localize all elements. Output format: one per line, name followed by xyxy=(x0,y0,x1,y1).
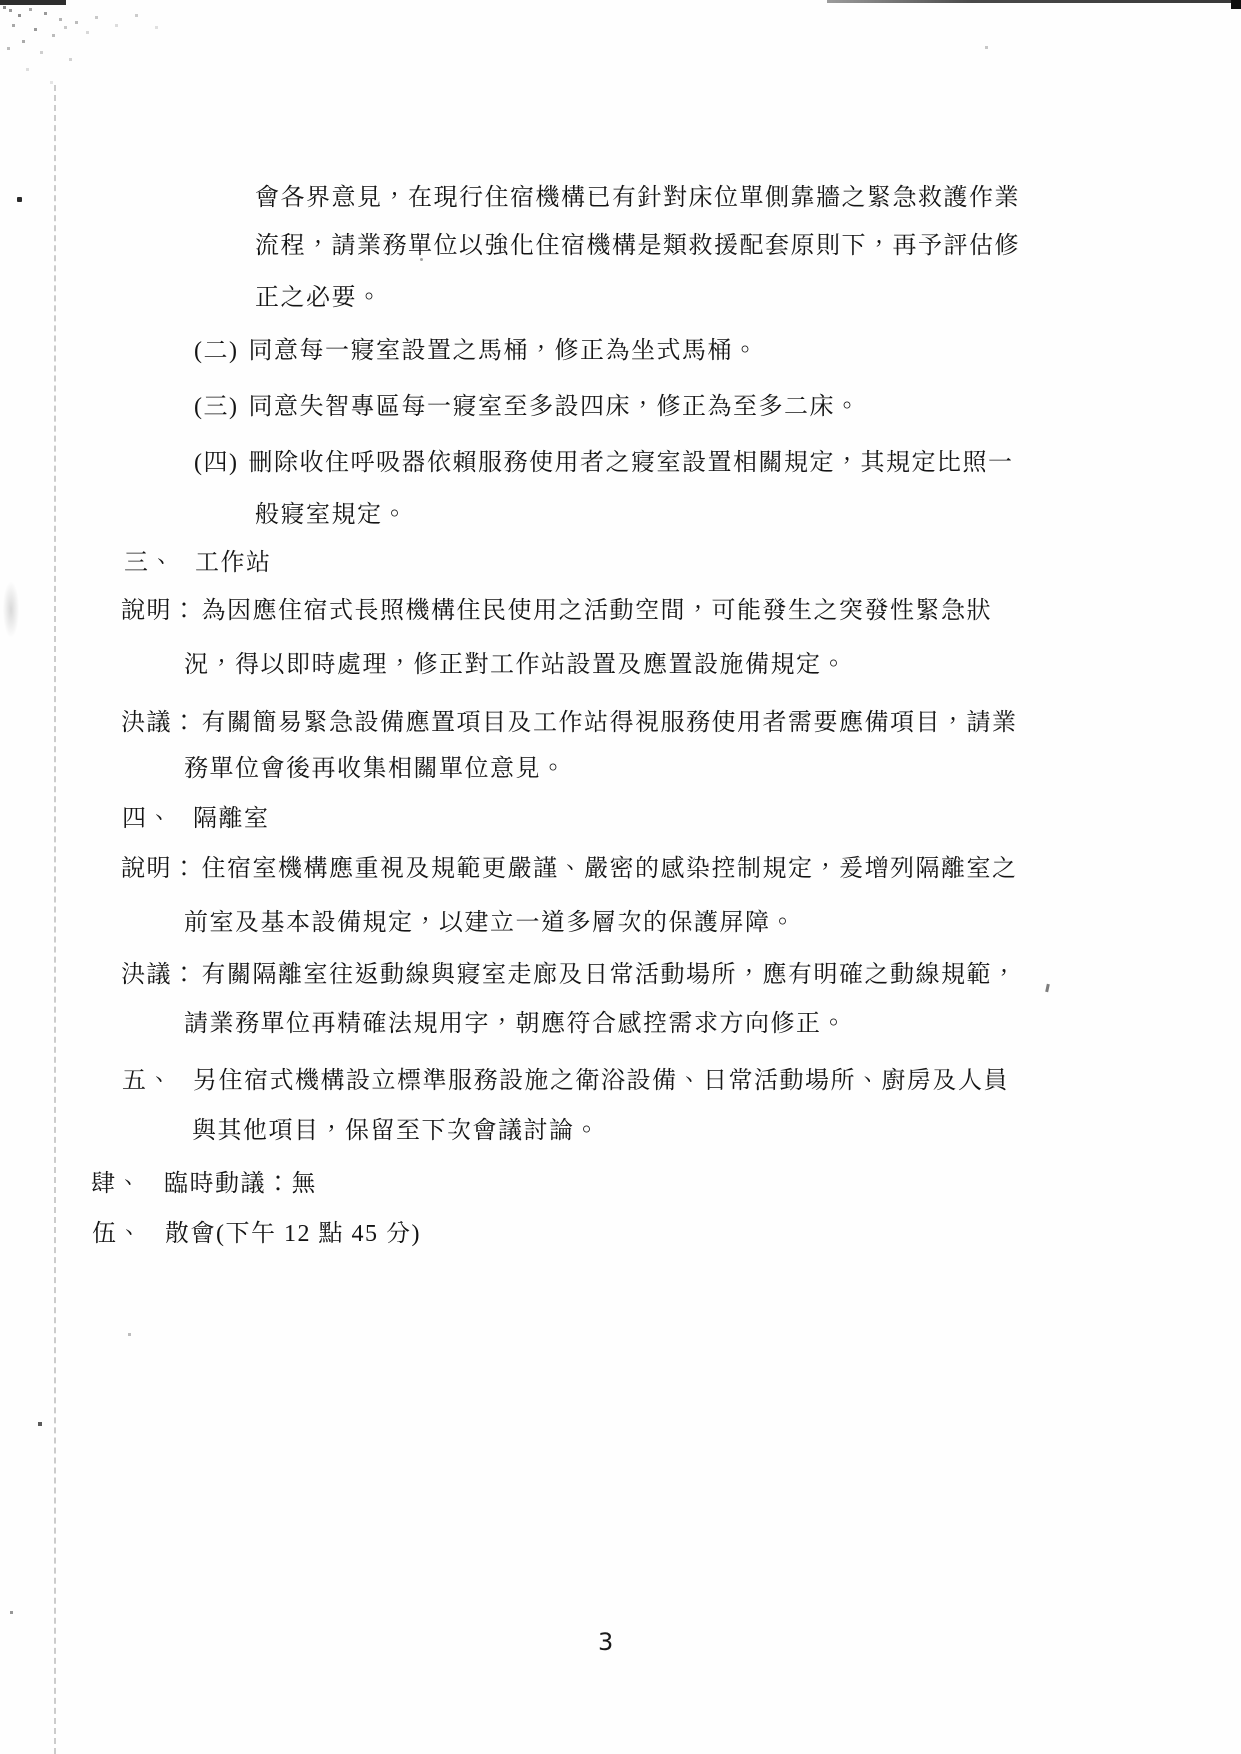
explanation-label: 說明： xyxy=(121,856,198,882)
adjournment-number: 伍、 xyxy=(92,1221,143,1247)
scan-speck xyxy=(128,1333,131,1336)
subitem-2-text: 同意每一寢室設置之馬桶，修正為坐式馬桶。 xyxy=(248,338,759,364)
section-4-explanation-continuation: 前室及基本設備規定，以建立一道多層次的保護屏障。 xyxy=(184,910,796,936)
section-4-number: 四、 xyxy=(122,806,173,832)
section-4-resolution xyxy=(121,960,1018,990)
scan-speck xyxy=(38,1422,42,1426)
adjournment-item xyxy=(92,1219,421,1249)
motions-item xyxy=(91,1169,317,1199)
resolution-text: 有關簡易緊急設備應置項目及工作站得視服務使用者需要應備項目，請業 xyxy=(201,710,1018,736)
scan-noise-top-left-band xyxy=(0,0,66,5)
scan-speck xyxy=(1045,984,1050,992)
carryover-line: 流程，請業務單位以強化住宿機構是類救援配套原則下，再予評估修 xyxy=(255,233,1020,259)
explanation-text: 為因應住宿式長照機構住民使用之活動空間，可能發生之突發性緊急狀 xyxy=(201,598,992,624)
section-5-item xyxy=(122,1066,1009,1096)
scan-speck xyxy=(985,46,988,49)
scan-speck xyxy=(17,197,22,202)
section-4-title: 隔離室 xyxy=(193,806,270,832)
section-5-text: 另住宿式機構設立標準服務設施之衛浴設備、日常活動場所、廚房及人員 xyxy=(193,1068,1009,1094)
scan-speck xyxy=(10,1611,13,1614)
scan-artifact-vertical-line xyxy=(54,85,56,1754)
subitem-2-marker: (二) xyxy=(194,338,239,364)
page-number: 3 xyxy=(598,1628,614,1656)
subitem-4-marker: (四) xyxy=(194,450,239,476)
carryover-line: 正之必要。 xyxy=(255,285,383,311)
subitem-4-text: 刪除收住呼吸器依賴服務使用者之寢室設置相關規定，其規定比照一 xyxy=(248,450,1014,476)
subitem-4-continuation: 般寢室規定。 xyxy=(255,502,408,528)
section-3-title: 工作站 xyxy=(195,550,272,576)
subitem-3-text: 同意失智專區每一寢室至多設四床，修正為至多二床。 xyxy=(248,394,861,420)
motions-number: 肆、 xyxy=(91,1171,142,1197)
explanation-text: 住宿室機構應重視及規範更嚴謹、嚴密的感染控制規定，爰增列隔離室之 xyxy=(201,856,1018,882)
scan-noise-top-right-band xyxy=(827,0,1241,3)
resolution-label: 決議： xyxy=(121,962,198,988)
subitem-2 xyxy=(194,336,758,366)
section-5-number: 五、 xyxy=(122,1068,173,1094)
resolution-label: 決議： xyxy=(121,710,198,736)
scan-noise-top-right-corner xyxy=(1231,0,1241,9)
section-4-resolution-continuation: 請業務單位再精確法規用字，朝應符合感控需求方向修正。 xyxy=(184,1011,847,1037)
section-3-resolution xyxy=(121,708,1018,738)
section-4-heading xyxy=(122,804,270,834)
explanation-label: 說明： xyxy=(121,598,198,624)
subitem-3 xyxy=(194,392,860,422)
subitem-4 xyxy=(194,448,1013,478)
section-3-resolution-continuation: 務單位會後再收集相關單位意見。 xyxy=(184,756,567,782)
section-3-explanation-continuation: 況，得以即時處理，修正對工作站設置及應置設施備規定。 xyxy=(184,652,847,678)
section-3-number: 三、 xyxy=(124,550,175,576)
subitem-3-marker: (三) xyxy=(194,394,239,420)
section-3-heading xyxy=(124,548,272,578)
adjournment-text: 散會(下午 12 點 45 分) xyxy=(165,1221,421,1247)
section-5-continuation: 與其他項目，保留至下次會議討論。 xyxy=(192,1118,600,1144)
section-3-explanation xyxy=(121,596,992,626)
resolution-text: 有關隔離室往返動線與寢室走廊及日常活動場所，應有明確之動線規範， xyxy=(201,962,1018,988)
motions-text: 臨時動議：無 xyxy=(164,1171,317,1197)
scan-smudge xyxy=(0,572,22,647)
carryover-line: 會各界意見，在現行住宿機構已有針對床位單側靠牆之緊急救護作業 xyxy=(255,185,1020,211)
scan-noise-top-left-speckles xyxy=(3,6,6,9)
section-4-explanation xyxy=(121,854,1018,884)
